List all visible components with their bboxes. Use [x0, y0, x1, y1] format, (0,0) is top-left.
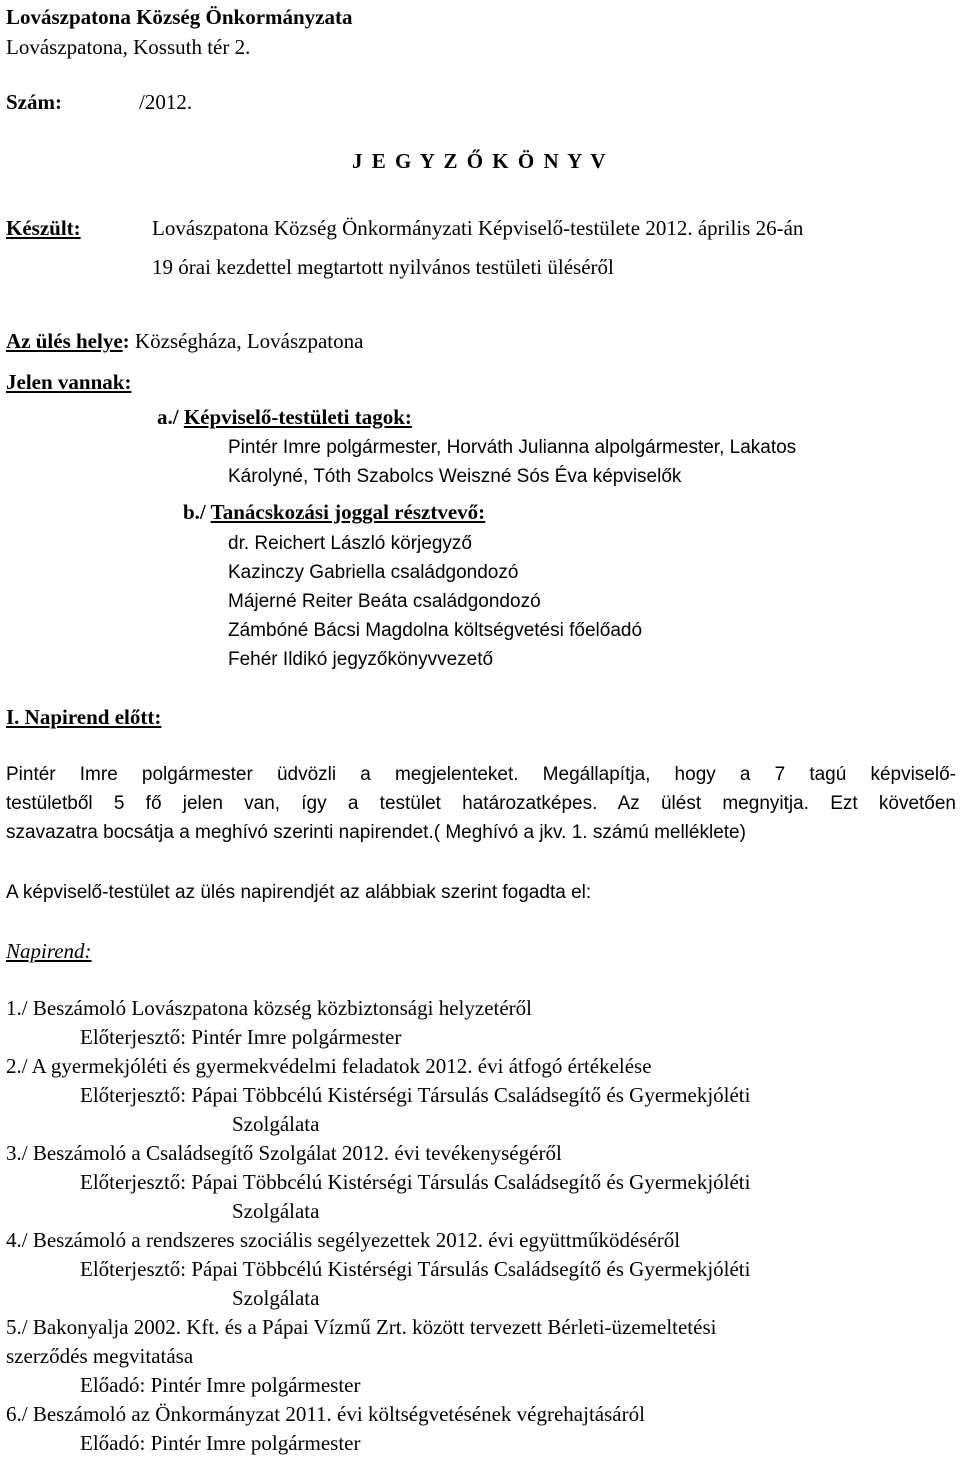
opening-paragraph: [6, 760, 956, 847]
agenda-item-6-presenter: Előadó: Pintér Imre polgármester: [80, 1431, 361, 1455]
agenda-item-1: 1./ Beszámoló Lovászpatona község közbiztonsági helyzetéről: [6, 996, 532, 1020]
keszult-line-1: Lovászpatona Község Önkormányzati Képviselő-testülete 2012. április 26-án: [152, 216, 804, 240]
document-number-label: Szám:: [6, 90, 62, 114]
participant-2: Kazinczy Gabriella családgondozó: [228, 562, 519, 583]
members-line-1: Pintér Imre polgármester, Horváth Julianna alpolgármester, Lakatos: [228, 437, 797, 458]
attendees-label: Jelen vannak:: [6, 370, 132, 394]
agenda-item-3-presenter-cont: Szolgálata: [232, 1199, 320, 1223]
agenda-label: Napirend:: [6, 939, 92, 963]
document-title: J E G Y Z Ő K Ö N Y V: [352, 149, 608, 173]
document-number-value: /2012.: [139, 90, 193, 114]
participant-5: Fehér Ildikó jegyzőkönyvvezető: [228, 649, 494, 670]
section-a-title: Képviselő-testületi tagok:: [183, 405, 412, 429]
agenda-item-4-presenter: Előterjesztő: Pápai Többcélú Kistérségi Társulás Családsegítő és Gyermekjóléti: [80, 1257, 751, 1281]
participant-1: dr. Reichert László körjegyző: [228, 533, 472, 554]
participant-3: Májerné Reiter Beáta családgondozó: [228, 591, 541, 612]
agenda-item-5-cont: szerződés megvitatása: [6, 1344, 194, 1368]
keszult-line-2: 19 órai kezdettel megtartott nyilvános testületi üléséről: [152, 255, 614, 279]
organization-address: Lovászpatona, Kossuth tér 2.: [6, 35, 251, 59]
agenda-item-5-presenter: Előadó: Pintér Imre polgármester: [80, 1373, 361, 1397]
opening-line-3: szavazatra bocsátja a meghívó szerinti napirendet.( Meghívó a jkv. 1. számú melléklete): [6, 822, 746, 843]
agenda-item-2-presenter-cont: Szolgálata: [232, 1112, 320, 1136]
agenda-item-2-presenter: Előterjesztő: Pápai Többcélú Kistérségi Társulás Családsegítő és Gyermekjóléti: [80, 1083, 751, 1107]
participant-4: Zámbóné Bácsi Magdolna költségvetési főelőadó: [228, 620, 643, 641]
agenda-item-3-presenter: Előterjesztő: Pápai Többcélú Kistérségi Társulás Családsegítő és Gyermekjóléti: [80, 1170, 751, 1194]
members-line-2: Károlyné, Tóth Szabolcs Weiszné Sós Éva képviselők: [228, 466, 682, 487]
meeting-place-label: Az ülés helye: [6, 329, 123, 353]
meeting-place-value: Községháza, Lovászpatona: [129, 329, 364, 353]
meeting-place: [6, 327, 363, 356]
agenda-item-2: 2./ A gyermekjóléti és gyermekvédelmi feladatok 2012. évi átfogó értékelése: [6, 1054, 652, 1078]
keszult-label: Készült:: [6, 216, 81, 240]
opening-line-2: testületből 5 fő jelen van, így a testület határozatképes. Az ülést megnyitja. Ezt követően: [6, 793, 956, 814]
opening-line-1: Pintér Imre polgármester üdvözli a megjelenteket. Megállapítja, hogy a 7 tagú képviselő-: [6, 764, 956, 785]
section-b-title: Tanácskozási joggal résztvevő:: [210, 500, 486, 524]
agenda-item-3: 3./ Beszámoló a Családsegítő Szolgálat 2012. évi tevékenységéről: [6, 1141, 562, 1165]
agenda-item-5: 5./ Bakonyalja 2002. Kft. és a Pápai Vízmű Zrt. között tervezett Bérleti-üzemeltetési: [6, 1315, 717, 1339]
agenda-accepted-text: A képviselő-testület az ülés napirendjét az alábbiak szerint fogadta el:: [6, 882, 592, 903]
agenda-item-4: 4./ Beszámoló a rendszeres szociális segélyezettek 2012. évi együttműködéséről: [6, 1228, 681, 1252]
section-a-prefix: a./: [157, 405, 179, 429]
section-a-heading: [157, 403, 412, 432]
agenda-item-1-presenter: Előterjesztő: Pintér Imre polgármester: [80, 1025, 402, 1049]
agenda-item-4-presenter-cont: Szolgálata: [232, 1286, 320, 1310]
pre-agenda-heading: [6, 703, 161, 732]
section-b-prefix: b./: [183, 500, 206, 524]
organization-name: Lovászpatona Község Önkormányzata: [6, 5, 353, 29]
pre-agenda-label: I. Napirend előtt:: [6, 705, 162, 729]
agenda-item-6: 6./ Beszámoló az Önkormányzat 2011. évi költségvetésének végrehajtásáról: [6, 1402, 645, 1426]
meeting-place-separator: :: [122, 329, 130, 353]
section-b-heading: [183, 498, 485, 527]
